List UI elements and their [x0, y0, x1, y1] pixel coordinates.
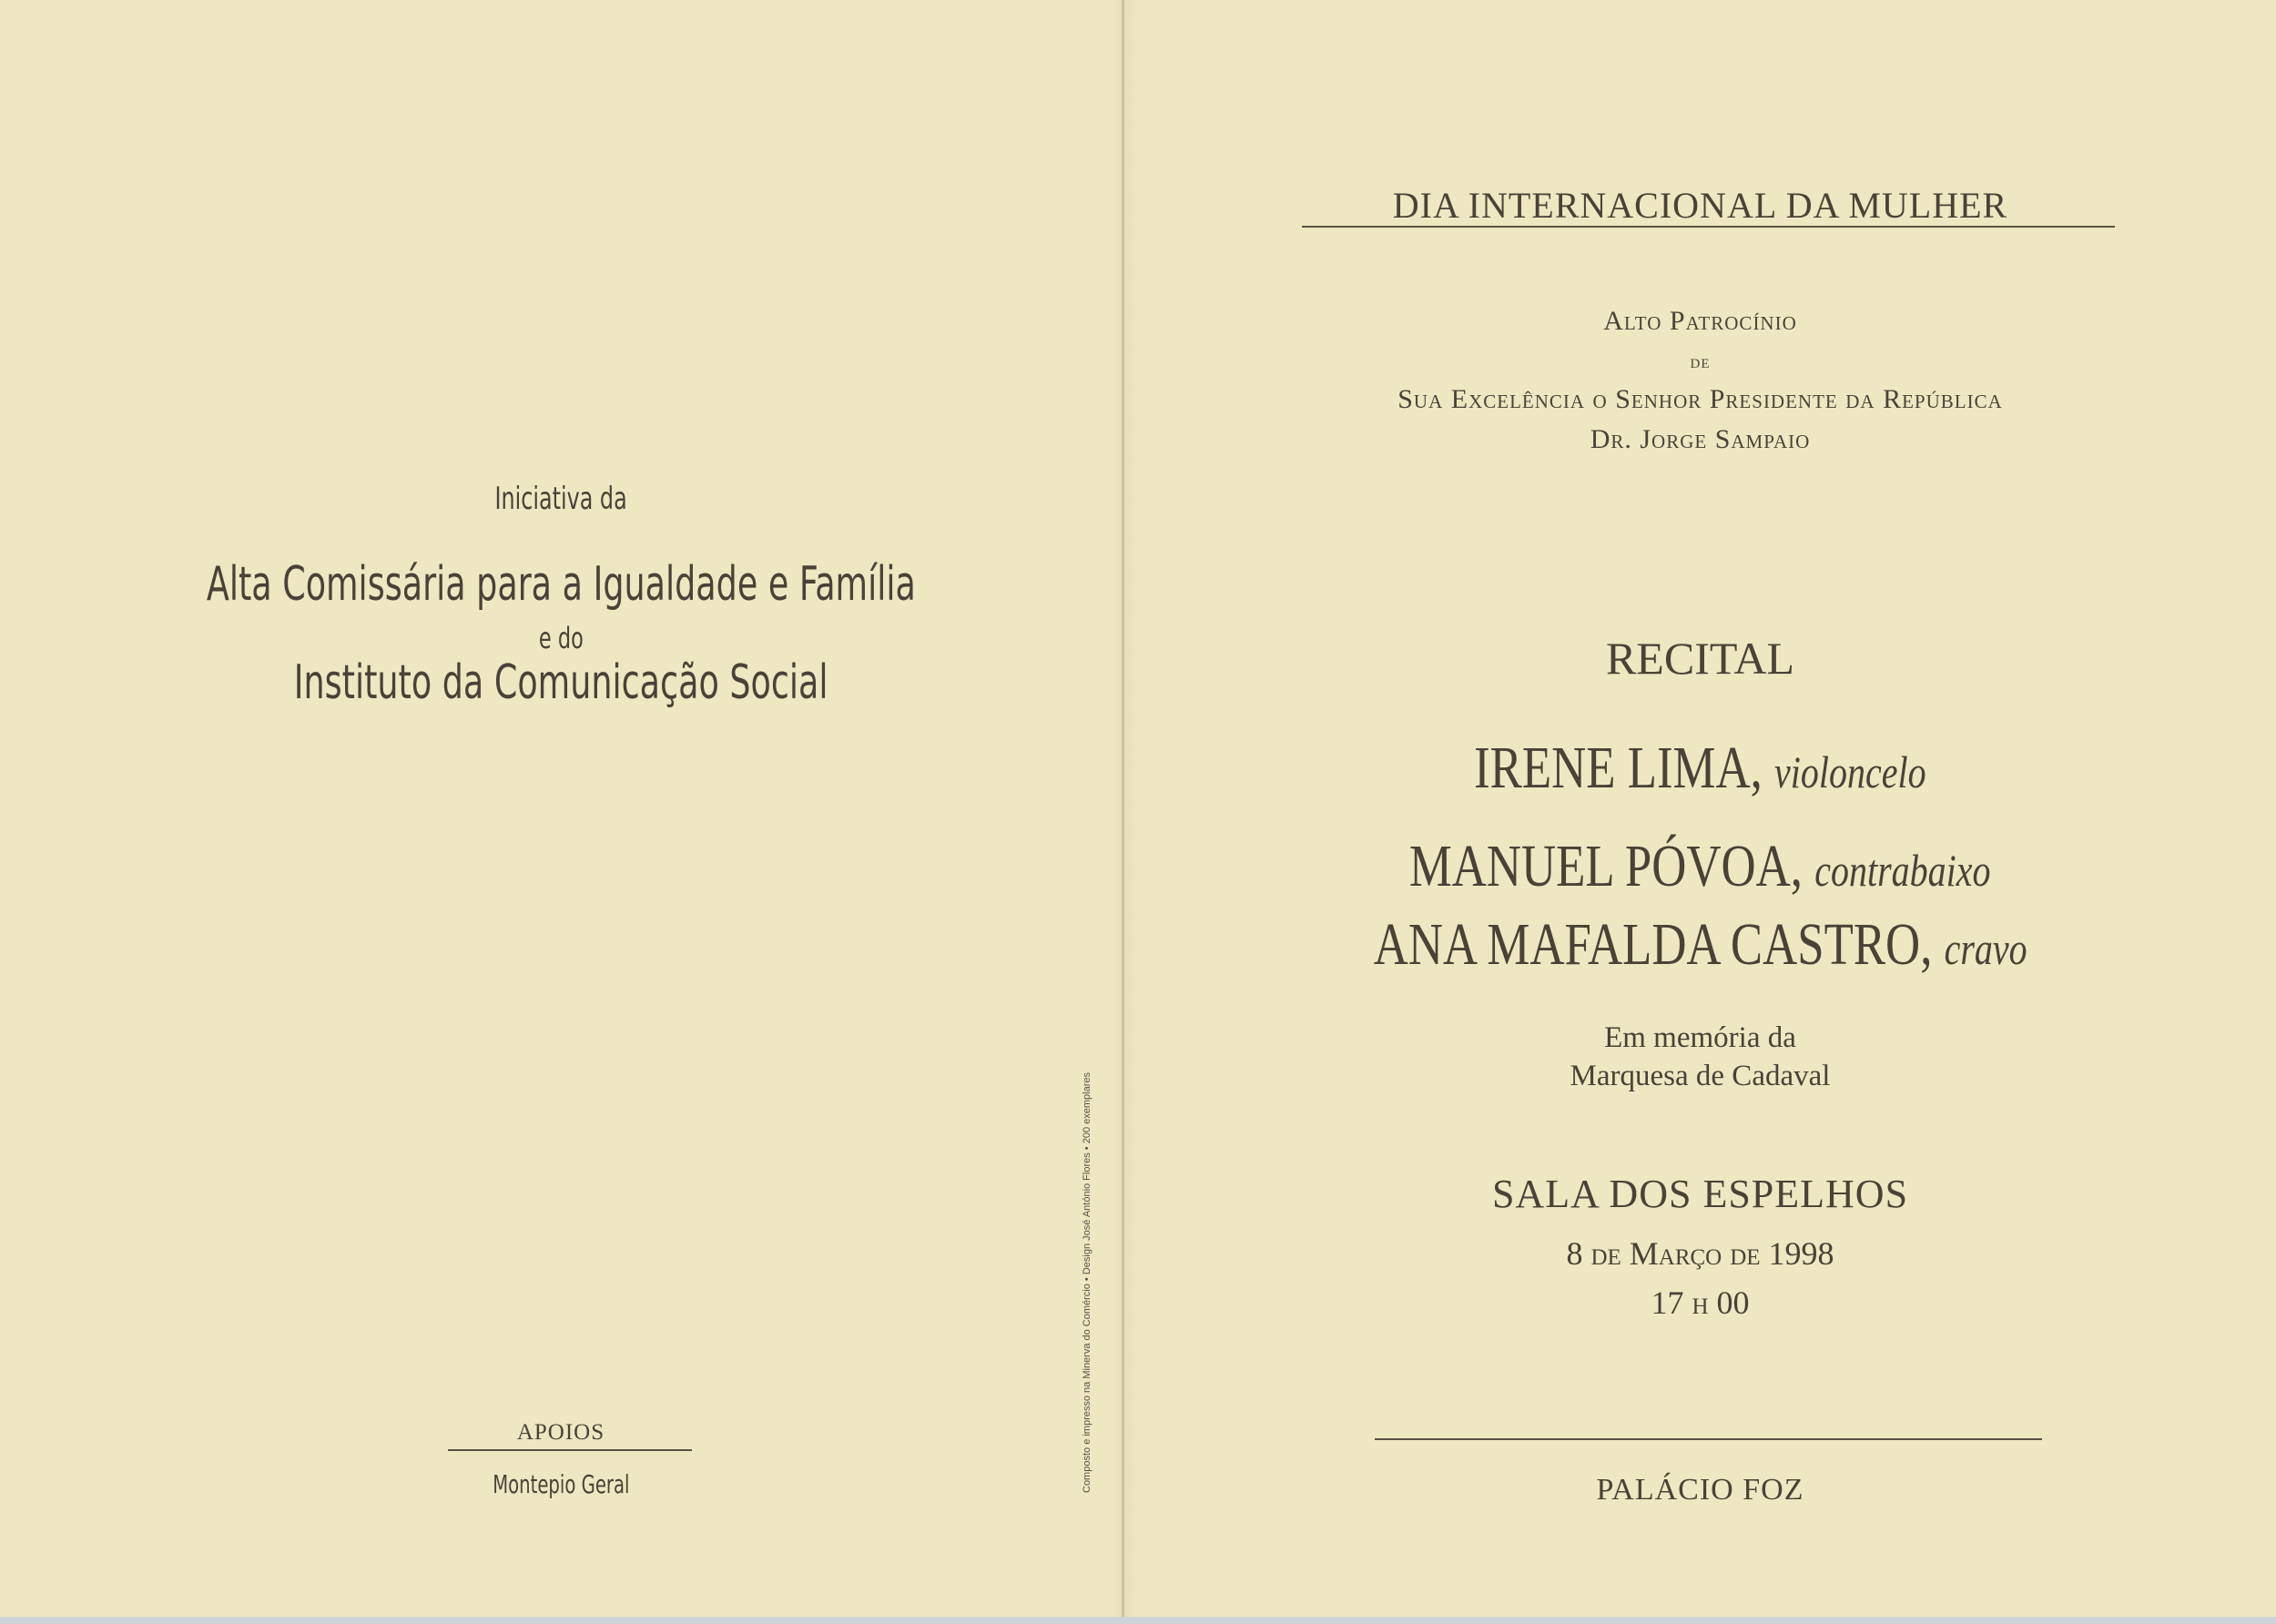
intro-label: Iniciativa da [494, 481, 627, 517]
patronage-line-3: Sua Excelência o Senhor Presidente da República [1397, 384, 2003, 414]
print-credit: Composto e impresso na Minerva do Comércio • Design José António Flores • 200 exemplares [1082, 1072, 1092, 1493]
recital-heading: RECITAL [1605, 633, 1795, 684]
patronage-line-4: Dr. Jorge Sampaio [1590, 424, 1811, 454]
memorial-line-1: Em memória da [1604, 1021, 1796, 1054]
memorial-line-2: Marquesa de Cadaval [1570, 1060, 1831, 1092]
venue-room: SALA DOS ESPELHOS [1491, 1172, 1909, 1216]
performer-3-instrument: cravo [1944, 923, 2027, 974]
event-time: 17 h 00 [1651, 1284, 1750, 1321]
performer-1-name: IRENE LIMA [1474, 735, 1751, 801]
performer-3-name: ANA MAFALDA CASTRO [1373, 911, 1920, 978]
performer-2-comma: , [1791, 833, 1815, 899]
event-title: DIA INTERNACIONAL DA MULHER [1392, 185, 2008, 226]
connector-text [0, 621, 1122, 655]
organization-secondary [0, 655, 1122, 710]
connector-label: e do [538, 621, 584, 655]
supports-heading: APOIOS [516, 1420, 605, 1445]
scan-edge [0, 1617, 2276, 1624]
performer-1-comma: , [1750, 735, 1775, 801]
supporter-text [0, 1469, 1122, 1499]
right-panel [1124, 0, 2276, 1617]
performer-1-instrument: violoncelo [1774, 746, 1926, 797]
supports-rule [448, 1449, 692, 1451]
event-date: 8 de Março de 1998 [1566, 1235, 1834, 1272]
supporter-label: Montepio Geral [492, 1469, 630, 1499]
intro-text [0, 481, 1122, 517]
performer-3-comma: , [1919, 911, 1945, 978]
organization-secondary-label: Instituto da Comunicação Social [293, 655, 828, 710]
organization-primary [0, 557, 1122, 612]
footer-rule [1375, 1438, 2042, 1440]
performer-1 [1124, 734, 2276, 803]
patronage-line-1: Alto Patrocínio [1603, 306, 1797, 336]
left-panel [0, 0, 1122, 1617]
organization-primary-label: Alta Comissária para a Igualdade e Família [206, 557, 916, 612]
patronage-line-2: de [1690, 350, 1711, 372]
venue-palace: PALÁCIO FOZ [1596, 1473, 1804, 1507]
performer-2-instrument: contrabaixo [1814, 845, 1991, 896]
performer-2-name: MANUEL PÓVOA [1409, 833, 1792, 899]
title-rule [1302, 226, 2115, 228]
performer-3 [1124, 910, 2276, 979]
performer-2 [1124, 832, 2276, 901]
